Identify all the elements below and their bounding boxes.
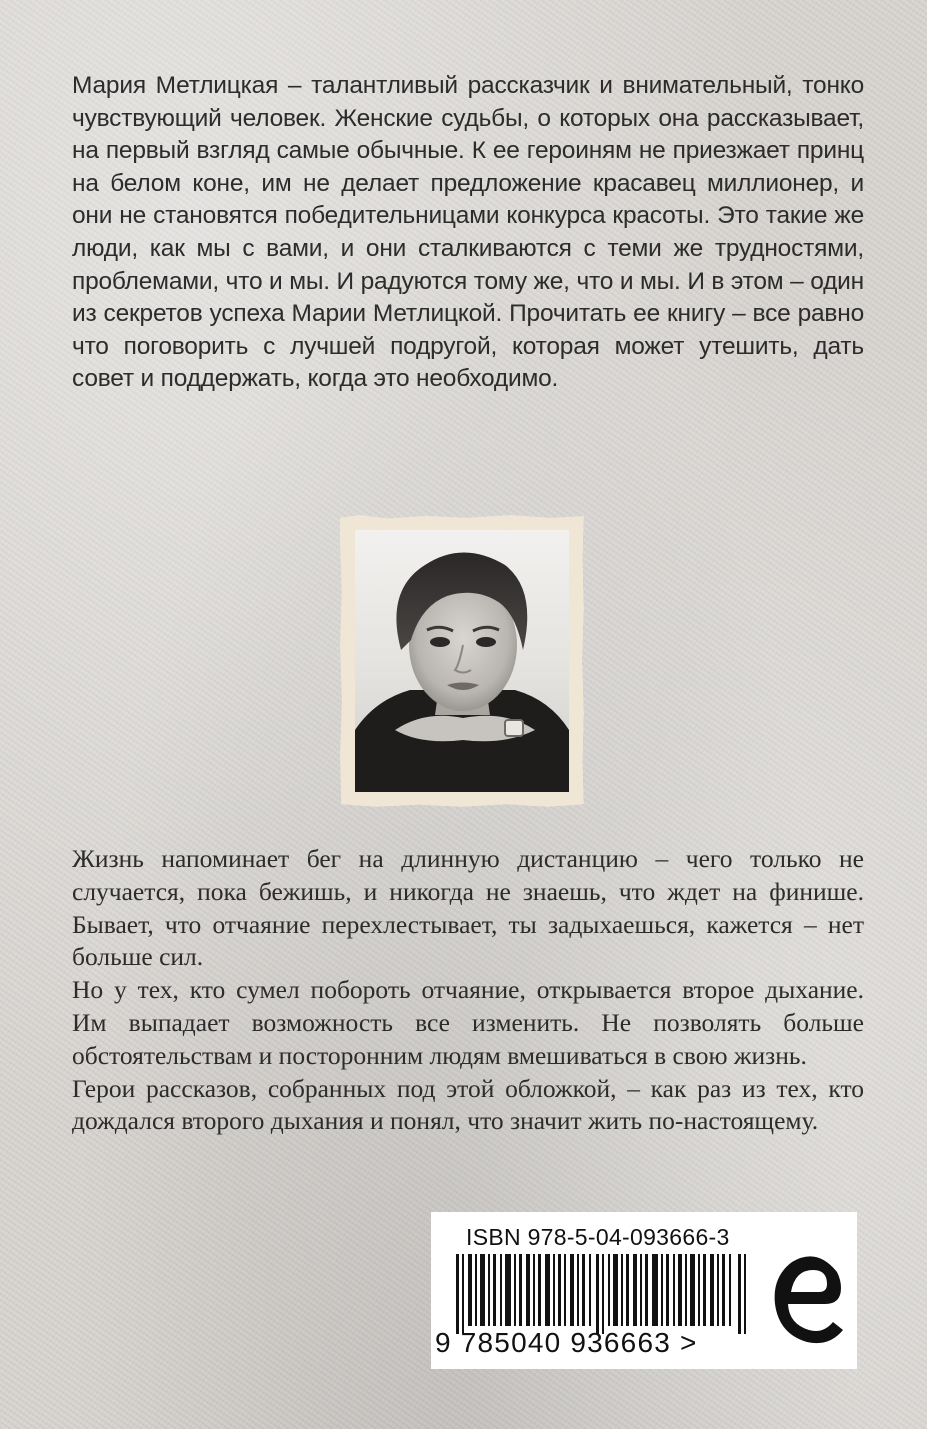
eksmo-logo-icon [767,1242,851,1352]
author-portrait-icon [355,530,569,792]
annotation-paragraph-1: Жизнь напоминает бег на длинную дистанцию – чего только не случается, пока бежишь, и никогда не знаешь, что ждет на финише. Бывает, что отчаяние перехлестывает, ты задыхаешься, кажется – нет больше сил. [72,844,864,972]
author-description [72,70,864,396]
isbn-barcode-block [431,1212,857,1369]
annotation-paragraph-3: Герои рассказов, собранных под этой обложкой, – как раз из тех, кто дождался второго дыхания и понял, что значит жить по-настоящему. [72,1073,864,1136]
annotation-paragraph-2: Но у тех, кто сумел побороть отчаяние, открывается второе дыхание. Им выпадает возможность все изменить. Не позволять больше обстоятельствам и посторонним людям вмешиваться в свою жизнь. [72,975,864,1070]
isbn-label: ISBN 978-5-04-093666-3 [466,1224,730,1250]
barcode-bars-icon [456,1254,750,1334]
author-description-text: Мария Метлицкая – талантливый рассказчик и внимательный, тонко чувствующий человек. Женские судьбы, о которых она рассказывает, на первый взгляд самые обычные. К ее героиням не приезжает принц на белом коне, им не делает предложение красавец миллионер, и они не становятся победительницами конкурса красоты. Это такие же люди, как мы с вами, и они сталкиваются с теми же трудностями, проблемами, что и мы. И радуются тому же, что и мы. И в этом – один из секретов успеха Марии Метлицкой. Прочитать ее книгу – все равно что поговорить с лучшей подругой, которая может утешить, дать совет и поддержать, когда это необходимо. [72,72,864,393]
barcode-digits: 9 785040 936663 > [435,1327,698,1358]
book-annotation [72,843,864,1138]
author-photo-frame [340,515,584,807]
author-photo [355,530,569,792]
